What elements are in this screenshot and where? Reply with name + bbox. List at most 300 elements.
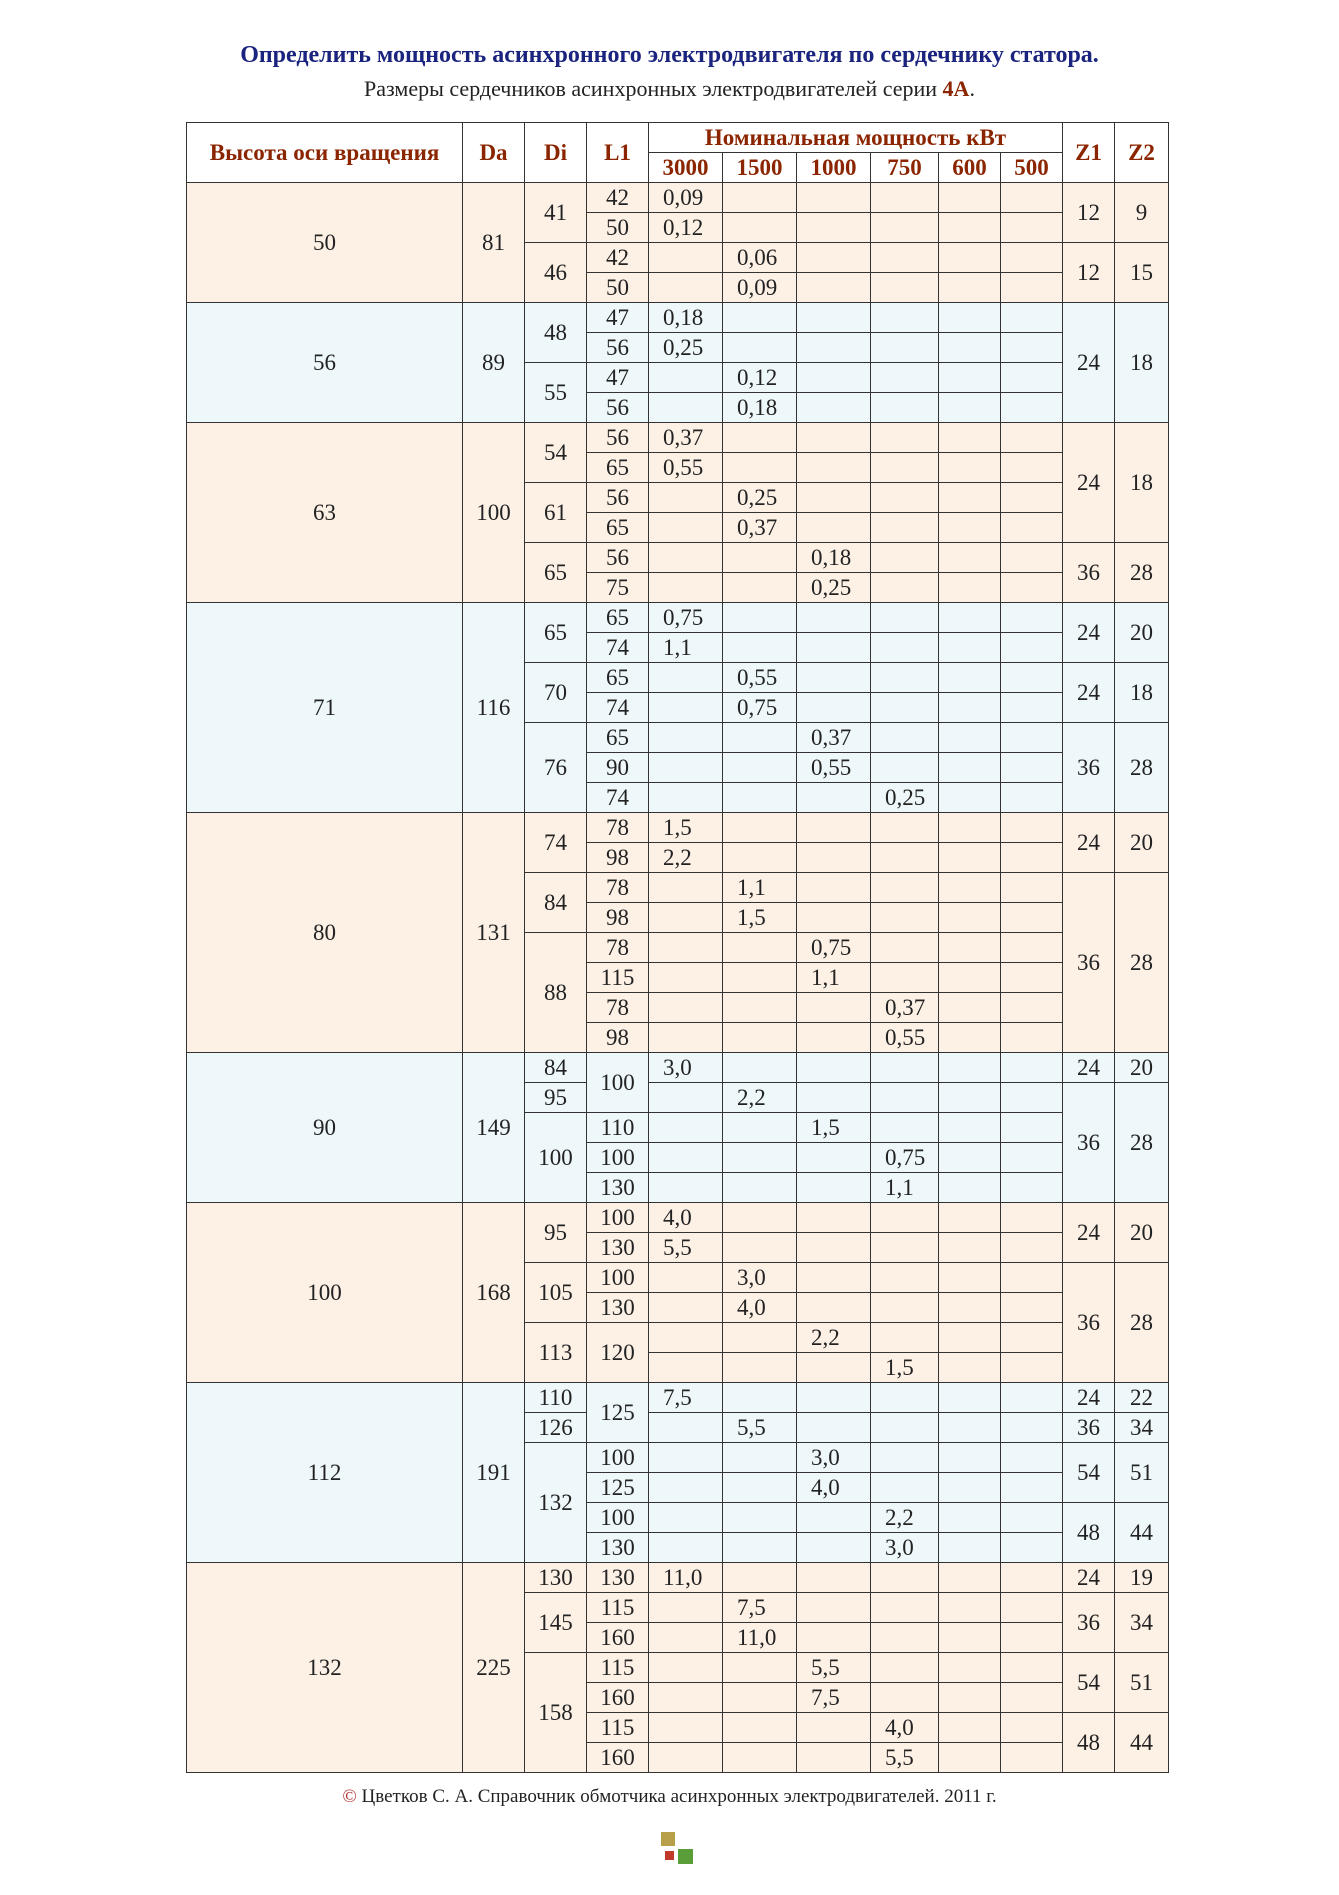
power-cell xyxy=(871,843,939,873)
power-cell xyxy=(871,543,939,573)
power-cell xyxy=(723,573,797,603)
subtitle-end: . xyxy=(969,76,975,101)
power-cell xyxy=(939,813,1001,843)
power-cell xyxy=(939,1683,1001,1713)
z2-cell: 34 xyxy=(1115,1413,1169,1443)
power-cell: 3,0 xyxy=(797,1443,871,1473)
power-cell xyxy=(1001,993,1063,1023)
power-cell: 0,55 xyxy=(649,453,723,483)
power-cell xyxy=(797,1743,871,1773)
power-cell xyxy=(1001,1473,1063,1503)
z2-cell: 20 xyxy=(1115,1053,1169,1083)
l1-cell: 98 xyxy=(587,903,649,933)
logo-square-red xyxy=(665,1851,674,1860)
power-cell xyxy=(939,273,1001,303)
l1-cell: 74 xyxy=(587,633,649,663)
power-cell xyxy=(797,273,871,303)
power-cell xyxy=(871,483,939,513)
power-cell xyxy=(1001,213,1063,243)
power-cell xyxy=(1001,1593,1063,1623)
l1-cell: 65 xyxy=(587,663,649,693)
power-cell xyxy=(1001,1683,1063,1713)
power-cell xyxy=(723,1173,797,1203)
power-cell xyxy=(797,1263,871,1293)
di-cell: 95 xyxy=(525,1083,587,1113)
power-cell xyxy=(723,1143,797,1173)
power-cell xyxy=(1001,1203,1063,1233)
power-cell xyxy=(723,1563,797,1593)
da-cell: 89 xyxy=(463,303,525,423)
power-cell xyxy=(871,1203,939,1233)
power-cell xyxy=(1001,873,1063,903)
header-speed: 600 xyxy=(939,153,1001,183)
da-cell: 100 xyxy=(463,423,525,603)
power-cell xyxy=(723,423,797,453)
power-cell: 11,0 xyxy=(649,1563,723,1593)
table-row xyxy=(187,1563,1169,1593)
power-cell xyxy=(871,1323,939,1353)
power-cell xyxy=(649,1533,723,1563)
l1-cell: 56 xyxy=(587,393,649,423)
power-cell xyxy=(939,1353,1001,1383)
power-cell xyxy=(1001,1233,1063,1263)
power-cell xyxy=(1001,423,1063,453)
l1-cell: 120 xyxy=(587,1323,649,1383)
power-cell xyxy=(723,1743,797,1773)
power-cell xyxy=(1001,633,1063,663)
power-cell xyxy=(723,1443,797,1473)
power-cell xyxy=(797,813,871,843)
power-cell xyxy=(649,1683,723,1713)
power-cell xyxy=(939,1263,1001,1293)
power-cell xyxy=(649,1083,723,1113)
l1-cell: 160 xyxy=(587,1623,649,1653)
power-cell: 2,2 xyxy=(871,1503,939,1533)
power-cell xyxy=(723,1713,797,1743)
power-cell xyxy=(939,903,1001,933)
power-cell xyxy=(649,513,723,543)
power-cell xyxy=(649,1713,723,1743)
l1-cell: 42 xyxy=(587,183,649,213)
power-cell xyxy=(1001,1713,1063,1743)
power-cell xyxy=(1001,573,1063,603)
power-cell xyxy=(1001,1623,1063,1653)
power-cell xyxy=(797,483,871,513)
power-cell xyxy=(723,603,797,633)
table-row xyxy=(187,813,1169,843)
power-cell xyxy=(871,1563,939,1593)
z1-cell: 36 xyxy=(1063,1263,1115,1383)
power-cell xyxy=(797,213,871,243)
power-cell: 4,0 xyxy=(797,1473,871,1503)
power-cell: 0,25 xyxy=(649,333,723,363)
di-cell: 113 xyxy=(525,1323,587,1383)
power-cell: 1,1 xyxy=(871,1173,939,1203)
l1-cell: 74 xyxy=(587,783,649,813)
power-cell xyxy=(723,1383,797,1413)
l1-cell: 65 xyxy=(587,723,649,753)
power-cell xyxy=(939,873,1001,903)
logo-icon xyxy=(661,1832,697,1868)
di-cell: 65 xyxy=(525,603,587,663)
l1-cell: 56 xyxy=(587,543,649,573)
di-cell: 76 xyxy=(525,723,587,813)
header-speed: 500 xyxy=(1001,153,1063,183)
power-cell xyxy=(939,1293,1001,1323)
header-power: Номинальная мощность кВт xyxy=(649,123,1063,153)
l1-cell: 65 xyxy=(587,513,649,543)
power-cell xyxy=(871,753,939,783)
l1-cell: 47 xyxy=(587,363,649,393)
l1-cell: 56 xyxy=(587,333,649,363)
power-cell xyxy=(871,633,939,663)
power-cell xyxy=(723,1353,797,1383)
di-cell: 54 xyxy=(525,423,587,483)
power-cell xyxy=(871,1083,939,1113)
power-cell xyxy=(649,1653,723,1683)
da-cell: 225 xyxy=(463,1563,525,1773)
power-cell xyxy=(649,1593,723,1623)
power-cell xyxy=(871,963,939,993)
da-cell: 191 xyxy=(463,1383,525,1563)
power-cell xyxy=(797,873,871,903)
power-cell xyxy=(797,1533,871,1563)
l1-cell: 50 xyxy=(587,213,649,243)
power-cell xyxy=(871,453,939,483)
power-cell xyxy=(1001,1293,1063,1323)
power-cell: 0,25 xyxy=(871,783,939,813)
power-cell xyxy=(649,483,723,513)
power-cell xyxy=(797,1413,871,1443)
l1-cell: 130 xyxy=(587,1293,649,1323)
power-cell xyxy=(939,993,1001,1023)
z1-cell: 24 xyxy=(1063,813,1115,873)
table-row xyxy=(187,603,1169,633)
z1-cell: 24 xyxy=(1063,423,1115,543)
power-cell xyxy=(723,1653,797,1683)
power-cell xyxy=(797,633,871,663)
header-row xyxy=(187,123,1169,153)
power-cell xyxy=(1001,393,1063,423)
l1-cell: 42 xyxy=(587,243,649,273)
power-cell xyxy=(723,1503,797,1533)
l1-cell: 98 xyxy=(587,1023,649,1053)
power-cell xyxy=(939,1653,1001,1683)
di-cell: 70 xyxy=(525,663,587,723)
power-cell xyxy=(871,363,939,393)
power-cell: 1,1 xyxy=(797,963,871,993)
z1-cell: 54 xyxy=(1063,1443,1115,1503)
power-cell xyxy=(649,783,723,813)
di-cell: 74 xyxy=(525,813,587,873)
power-cell xyxy=(649,873,723,903)
page-subtitle xyxy=(0,76,1339,102)
power-cell xyxy=(649,1443,723,1473)
axis-height-cell: 80 xyxy=(187,813,463,1053)
header-speed: 1000 xyxy=(797,153,871,183)
power-cell: 0,18 xyxy=(797,543,871,573)
power-cell xyxy=(649,753,723,783)
power-cell xyxy=(723,1023,797,1053)
di-cell: 65 xyxy=(525,543,587,603)
power-cell: 1,5 xyxy=(797,1113,871,1143)
l1-cell: 130 xyxy=(587,1233,649,1263)
power-cell xyxy=(871,393,939,423)
power-cell: 0,37 xyxy=(797,723,871,753)
power-cell xyxy=(797,783,871,813)
power-cell xyxy=(723,993,797,1023)
power-cell xyxy=(1001,483,1063,513)
power-cell xyxy=(939,723,1001,753)
power-cell xyxy=(797,1293,871,1323)
page-title: Определить мощность асинхронного электродвигателя по сердечнику статора. xyxy=(240,42,1099,68)
z2-cell: 20 xyxy=(1115,813,1169,873)
di-cell: 145 xyxy=(525,1593,587,1653)
power-cell xyxy=(939,1503,1001,1533)
power-cell xyxy=(1001,933,1063,963)
axis-height-cell: 90 xyxy=(187,1053,463,1203)
power-cell xyxy=(939,1623,1001,1653)
power-cell xyxy=(1001,1443,1063,1473)
power-cell xyxy=(871,1053,939,1083)
l1-cell: 74 xyxy=(587,693,649,723)
header-speed: 3000 xyxy=(649,153,723,183)
power-cell xyxy=(939,963,1001,993)
power-cell xyxy=(1001,783,1063,813)
power-cell xyxy=(871,303,939,333)
l1-cell: 115 xyxy=(587,963,649,993)
power-cell xyxy=(723,633,797,663)
z1-cell: 48 xyxy=(1063,1503,1115,1563)
power-cell xyxy=(871,933,939,963)
table-row xyxy=(187,1203,1169,1233)
power-cell xyxy=(871,1413,939,1443)
power-cell xyxy=(797,183,871,213)
power-cell xyxy=(871,1443,939,1473)
power-cell xyxy=(649,1143,723,1173)
power-cell xyxy=(723,1533,797,1563)
axis-height-cell: 50 xyxy=(187,183,463,303)
power-cell xyxy=(797,333,871,363)
power-cell xyxy=(723,303,797,333)
z2-cell: 28 xyxy=(1115,723,1169,813)
power-cell: 1,5 xyxy=(871,1353,939,1383)
power-cell xyxy=(871,1653,939,1683)
di-cell: 130 xyxy=(525,1563,587,1593)
power-cell xyxy=(871,1473,939,1503)
power-cell xyxy=(649,573,723,603)
power-cell xyxy=(1001,603,1063,633)
di-cell: 110 xyxy=(525,1383,587,1413)
l1-cell: 100 xyxy=(587,1053,649,1113)
power-cell xyxy=(649,243,723,273)
z2-cell: 28 xyxy=(1115,1263,1169,1383)
power-cell: 0,25 xyxy=(797,573,871,603)
power-cell xyxy=(649,363,723,393)
power-cell xyxy=(797,243,871,273)
copyright-icon: © xyxy=(342,1786,357,1807)
di-cell: 105 xyxy=(525,1263,587,1323)
power-cell xyxy=(797,1503,871,1533)
power-cell: 5,5 xyxy=(797,1653,871,1683)
power-cell xyxy=(723,783,797,813)
z1-cell: 36 xyxy=(1063,543,1115,603)
table-row xyxy=(187,1383,1169,1413)
power-cell xyxy=(723,1203,797,1233)
z2-cell: 18 xyxy=(1115,303,1169,423)
di-cell: 95 xyxy=(525,1203,587,1263)
l1-cell: 100 xyxy=(587,1443,649,1473)
header-speed: 750 xyxy=(871,153,939,183)
power-cell xyxy=(797,1203,871,1233)
power-cell xyxy=(1001,1413,1063,1443)
power-cell xyxy=(939,333,1001,363)
power-cell xyxy=(871,813,939,843)
axis-height-cell: 112 xyxy=(187,1383,463,1563)
l1-cell: 78 xyxy=(587,813,649,843)
power-cell xyxy=(939,303,1001,333)
axis-height-cell: 100 xyxy=(187,1203,463,1383)
l1-cell: 78 xyxy=(587,873,649,903)
axis-height-cell: 132 xyxy=(187,1563,463,1773)
power-cell xyxy=(939,453,1001,483)
power-cell: 0,18 xyxy=(723,393,797,423)
da-cell: 81 xyxy=(463,183,525,303)
l1-cell: 130 xyxy=(587,1563,649,1593)
power-cell xyxy=(797,1083,871,1113)
power-cell xyxy=(871,903,939,933)
power-cell xyxy=(797,393,871,423)
power-cell xyxy=(939,483,1001,513)
l1-cell: 50 xyxy=(587,273,649,303)
power-cell xyxy=(1001,753,1063,783)
l1-cell: 47 xyxy=(587,303,649,333)
power-cell: 4,0 xyxy=(649,1203,723,1233)
power-cell xyxy=(939,363,1001,393)
power-cell xyxy=(649,693,723,723)
l1-cell: 56 xyxy=(587,423,649,453)
power-cell xyxy=(939,1713,1001,1743)
power-cell xyxy=(649,723,723,753)
power-cell: 7,5 xyxy=(797,1683,871,1713)
power-cell xyxy=(939,1563,1001,1593)
power-cell xyxy=(871,423,939,453)
power-cell: 0,75 xyxy=(797,933,871,963)
power-cell xyxy=(871,873,939,903)
power-cell xyxy=(939,1203,1001,1233)
power-cell xyxy=(1001,243,1063,273)
di-cell: 48 xyxy=(525,303,587,363)
power-cell xyxy=(797,513,871,543)
z1-cell: 24 xyxy=(1063,1563,1115,1593)
header-l1: L1 xyxy=(587,123,649,183)
power-cell xyxy=(871,573,939,603)
z1-cell: 48 xyxy=(1063,1713,1115,1773)
power-cell xyxy=(1001,1653,1063,1683)
power-cell xyxy=(1001,1383,1063,1413)
header-da: Da xyxy=(463,123,525,183)
power-cell xyxy=(797,993,871,1023)
z1-cell: 24 xyxy=(1063,303,1115,423)
power-cell: 4,0 xyxy=(871,1713,939,1743)
l1-cell: 90 xyxy=(587,753,649,783)
l1-cell: 160 xyxy=(587,1743,649,1773)
power-cell xyxy=(939,1533,1001,1563)
table-body xyxy=(187,123,1169,1773)
power-cell xyxy=(649,1263,723,1293)
logo-square-green xyxy=(678,1849,693,1864)
power-cell xyxy=(649,1413,723,1443)
l1-cell: 130 xyxy=(587,1533,649,1563)
z1-cell: 36 xyxy=(1063,1413,1115,1443)
power-cell xyxy=(797,1023,871,1053)
power-cell: 5,5 xyxy=(723,1413,797,1443)
power-cell: 4,0 xyxy=(723,1293,797,1323)
power-cell xyxy=(871,723,939,753)
power-cell xyxy=(723,723,797,753)
power-cell xyxy=(871,213,939,243)
l1-cell: 65 xyxy=(587,603,649,633)
power-cell xyxy=(1001,1563,1063,1593)
power-cell xyxy=(939,663,1001,693)
power-cell xyxy=(939,1113,1001,1143)
power-cell xyxy=(939,1083,1001,1113)
power-cell: 2,2 xyxy=(723,1083,797,1113)
power-cell: 1,5 xyxy=(723,903,797,933)
power-cell xyxy=(1001,303,1063,333)
l1-cell: 160 xyxy=(587,1683,649,1713)
power-cell: 7,5 xyxy=(649,1383,723,1413)
power-cell xyxy=(871,1293,939,1323)
power-cell xyxy=(939,603,1001,633)
da-cell: 131 xyxy=(463,813,525,1053)
power-cell xyxy=(649,1743,723,1773)
z1-cell: 24 xyxy=(1063,1383,1115,1413)
power-cell xyxy=(649,1023,723,1053)
power-cell xyxy=(1001,543,1063,573)
power-cell: 2,2 xyxy=(797,1323,871,1353)
power-cell xyxy=(649,543,723,573)
power-cell xyxy=(723,1323,797,1353)
power-cell: 1,1 xyxy=(649,633,723,663)
power-cell xyxy=(939,543,1001,573)
power-cell xyxy=(649,1293,723,1323)
power-cell xyxy=(797,843,871,873)
power-cell xyxy=(1001,1503,1063,1533)
l1-cell: 100 xyxy=(587,1263,649,1293)
power-cell: 0,55 xyxy=(797,753,871,783)
l1-cell: 78 xyxy=(587,993,649,1023)
power-cell xyxy=(723,1053,797,1083)
power-cell xyxy=(939,1383,1001,1413)
power-cell xyxy=(871,663,939,693)
power-cell xyxy=(797,693,871,723)
power-cell xyxy=(939,513,1001,543)
power-cell xyxy=(1001,963,1063,993)
power-cell xyxy=(1001,1143,1063,1173)
power-cell xyxy=(871,1683,939,1713)
power-cell xyxy=(939,783,1001,813)
power-cell xyxy=(939,1053,1001,1083)
power-cell xyxy=(871,183,939,213)
power-cell xyxy=(649,1113,723,1143)
header-di: Di xyxy=(525,123,587,183)
power-cell: 3,0 xyxy=(871,1533,939,1563)
z2-cell: 44 xyxy=(1115,1713,1169,1773)
z1-cell: 36 xyxy=(1063,723,1115,813)
power-cell xyxy=(723,543,797,573)
z2-cell: 51 xyxy=(1115,1443,1169,1503)
